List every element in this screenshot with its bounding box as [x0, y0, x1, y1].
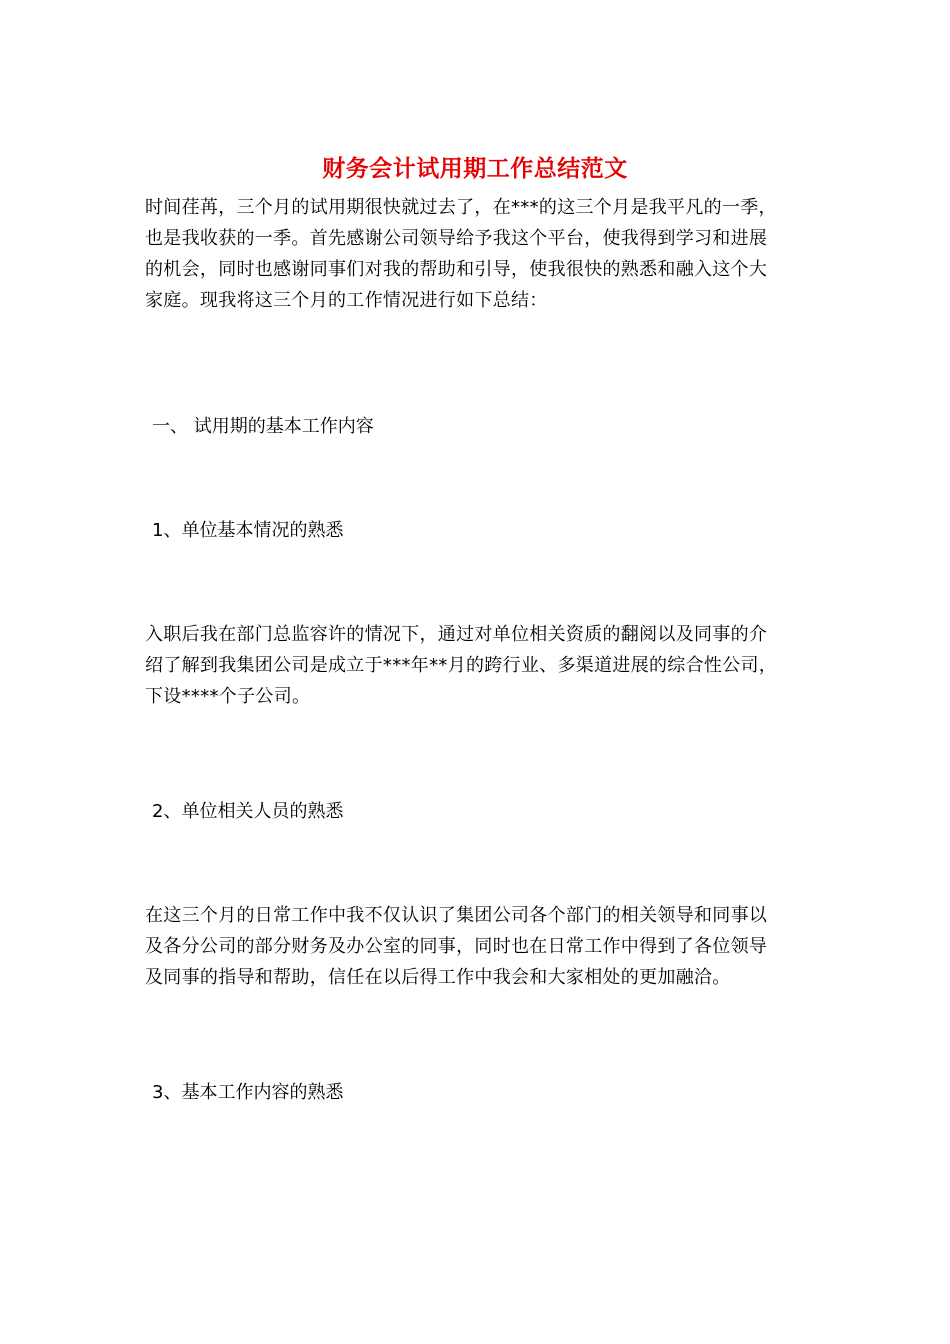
- item-heading-2: 2、单位相关人员的熟悉: [152, 801, 344, 822]
- item-heading-3: 3、基本工作内容的熟悉: [152, 1082, 344, 1103]
- item1-line: 绍了解到我集团公司是成立于***年**月的跨行业、多渠道进展的综合性公司，: [145, 655, 778, 676]
- item1-line: 下设****个子公司。: [145, 686, 311, 707]
- item-heading-1: 1、单位基本情况的熟悉: [152, 520, 344, 541]
- intro-line: 的机会，同时也感谢同事们对我的帮助和引导，使我很快的熟悉和融入这个大: [145, 259, 768, 280]
- intro-line: 家庭。现我将这三个月的工作情况进行如下总结：: [145, 290, 548, 311]
- item2-line: 及各分公司的部分财务及办公室的同事，同时也在日常工作中得到了各位领导: [145, 936, 768, 957]
- section-heading-1: 一、 试用期的基本工作内容: [152, 416, 374, 437]
- item2-paragraph: [145, 900, 805, 993]
- item2-line: 在这三个月的日常工作中我不仅认识了集团公司各个部门的相关领导和同事以: [145, 905, 768, 926]
- document-title: 财务会计试用期工作总结范文: [322, 155, 628, 182]
- item1-line: 入职后我在部门总监容许的情况下，通过对单位相关资质的翻阅以及同事的介: [145, 624, 768, 645]
- intro-paragraph: [145, 192, 805, 316]
- item1-paragraph: [145, 619, 805, 712]
- intro-line: 时间荏苒，三个月的试用期很快就过去了，在***的这三个月是我平凡的一季，: [145, 197, 777, 218]
- item2-line: 及同事的指导和帮助，信任在以后得工作中我会和大家相处的更加融洽。: [145, 967, 731, 988]
- intro-line: 也是我收获的一季。首先感谢公司领导给予我这个平台，使我得到学习和进展: [145, 228, 768, 249]
